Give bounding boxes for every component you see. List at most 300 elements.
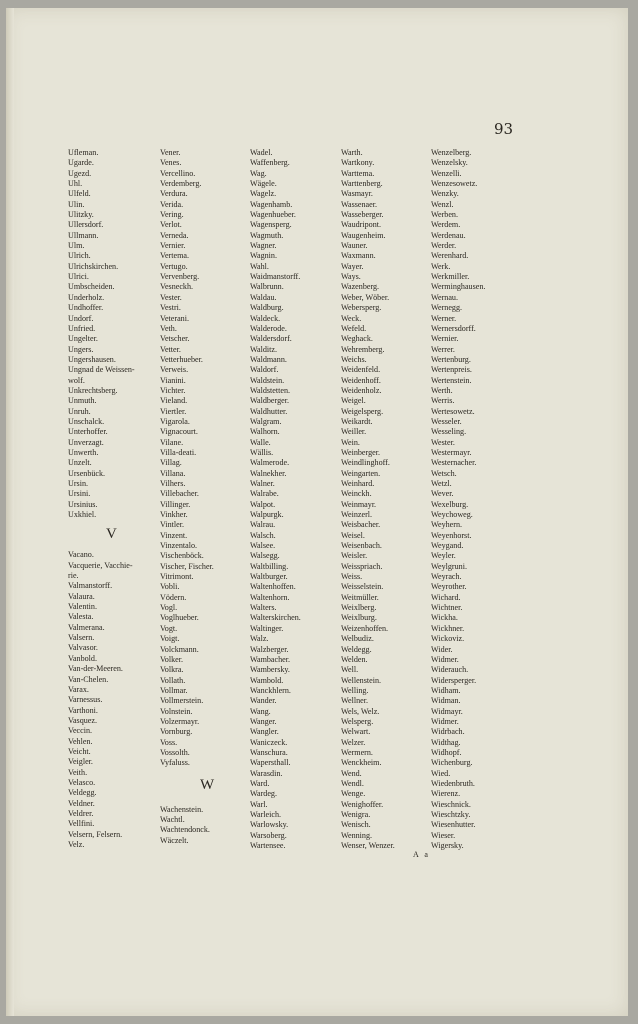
name-entry: Vianini.: [160, 375, 186, 385]
name-entry: Valsern.: [68, 633, 95, 643]
name-entry: Volker.: [160, 654, 184, 664]
name-entry: Ward.: [250, 778, 270, 788]
name-list-v2: [160, 148, 214, 769]
name-entry: Weisspriach.: [341, 561, 383, 571]
name-entry: Vesneckh.: [160, 282, 194, 292]
name-entry: Undorf.: [68, 313, 94, 323]
name-entry: Vitrimont.: [160, 572, 194, 582]
name-entry: Wadel.: [250, 148, 273, 157]
name-entry: Unfried.: [68, 323, 96, 333]
name-entry: Walz.: [250, 634, 269, 644]
name-entry: Waldberger.: [250, 396, 289, 406]
name-entry: Vollath.: [160, 675, 186, 685]
name-entry: Ulfeld.: [68, 189, 91, 199]
name-entry: Villana.: [160, 468, 186, 478]
name-entry: Waxmann.: [341, 251, 376, 261]
name-entry: Vering.: [160, 210, 184, 220]
name-entry: Ungers.: [68, 344, 94, 354]
name-entry: Wapersthall.: [250, 758, 291, 768]
name-entry: Walsch.: [250, 530, 276, 540]
name-entry: Volkra.: [160, 665, 184, 675]
name-entry: Ulrichskirchen.: [68, 261, 119, 271]
name-entry: Wickoviz.: [431, 634, 465, 644]
name-column-5: [431, 148, 485, 851]
name-entry: Wenighoffer.: [341, 799, 384, 809]
name-entry: Ulm.: [68, 241, 85, 251]
name-entry: Westernacher.: [431, 458, 477, 468]
name-entry: Wester.: [431, 437, 455, 447]
name-entry: Vertugo.: [160, 261, 188, 271]
name-entry: Vernier.: [160, 241, 186, 251]
name-entry: Walditz.: [250, 344, 277, 354]
name-entry: Vyfaluss.: [160, 758, 190, 768]
name-entry: Wachtendonck.: [160, 825, 210, 835]
name-entry: Werkmiller.: [431, 272, 470, 282]
name-entry: Veigler.: [68, 757, 93, 767]
name-entry: Waltenhoffen.: [250, 582, 296, 592]
name-entry: Weiller.: [341, 427, 367, 437]
name-entry: Veccin.: [68, 726, 93, 736]
name-entry: Walsegg.: [250, 551, 280, 561]
name-entry: Vinzent.: [160, 530, 188, 540]
name-entry: rie.: [68, 571, 79, 581]
name-entry: Villinger.: [160, 499, 191, 509]
name-entry: Wasmayr.: [341, 189, 373, 199]
name-entry: Wenzelli.: [431, 168, 462, 178]
name-entry: Weinhard.: [341, 479, 375, 488]
name-entry: Waldau.: [250, 292, 277, 302]
signature-mark: A a: [413, 850, 430, 859]
name-entry: Wichenburg.: [431, 758, 473, 768]
name-entry: Villebacher.: [160, 489, 199, 499]
name-entry: Weinberger.: [341, 447, 380, 457]
name-entry: Widthag.: [431, 737, 461, 747]
name-entry: Wefeld.: [341, 323, 367, 333]
name-entry: Wider.: [431, 644, 453, 654]
name-entry: Waltenhorn.: [250, 592, 290, 602]
name-entry: Waldstein.: [250, 375, 285, 385]
name-entry: Wardeg.: [250, 789, 277, 799]
name-entry: Waldburg.: [250, 303, 284, 313]
name-entry: Vobli.: [160, 582, 180, 592]
page-binding-shadow: [6, 8, 14, 1016]
name-entry: Walpot.: [250, 499, 276, 509]
name-entry: Verlot.: [160, 220, 182, 230]
name-entry: Waniczeck.: [250, 737, 288, 747]
name-entry: Veldegg.: [68, 788, 97, 798]
name-entry: Ways.: [341, 272, 361, 282]
name-entry: Widmer.: [431, 716, 459, 726]
name-entry: Verdura.: [160, 189, 188, 199]
name-entry: Vornburg.: [160, 727, 193, 737]
name-entry: Wartensee.: [250, 841, 286, 851]
name-entry: Waltburger.: [250, 572, 288, 582]
name-entry: Weyhern.: [431, 520, 463, 530]
name-entry: Wellner.: [341, 696, 368, 706]
name-entry: Walbrunn.: [250, 282, 284, 292]
name-entry: Wickha.: [431, 613, 458, 623]
name-entry: Ullersdorf.: [68, 220, 104, 230]
name-entry: Weisbacher.: [341, 520, 381, 530]
name-entry: Warl.: [250, 799, 268, 809]
name-entry: Weldegg.: [341, 644, 372, 654]
name-entry: Weidenfeld.: [341, 365, 381, 375]
name-entry: Velasco.: [68, 777, 96, 787]
name-entry: Widrbach.: [431, 727, 465, 737]
name-entry: Vetscher.: [160, 334, 190, 344]
name-entry: Van-Chelen.: [68, 674, 109, 684]
name-entry: Weisselstein.: [341, 582, 384, 592]
name-entry: Wenzelsky.: [431, 158, 468, 168]
name-entry: Vigarola.: [160, 416, 190, 426]
name-entry: Voss.: [160, 737, 178, 747]
name-entry: Weyler.: [431, 551, 456, 561]
name-entry: Werminghausen.: [431, 282, 486, 292]
name-entry: Vinzentalo.: [160, 541, 198, 551]
name-entry: Wägele.: [250, 179, 277, 189]
name-entry: Volzermayr.: [160, 716, 200, 726]
name-entry: Wigersky.: [431, 841, 464, 851]
name-entry: Voigt.: [160, 634, 180, 644]
name-entry: Velsern, Felsern.: [68, 829, 123, 839]
name-entry: Wenning.: [341, 830, 373, 840]
name-entry: Werk.: [431, 261, 451, 271]
name-entry: Weixlberg.: [341, 603, 377, 613]
name-list-w: [160, 805, 214, 846]
name-entry: Weitmüller.: [341, 592, 379, 602]
name-entry: Ungelter.: [68, 334, 98, 344]
name-column-2: [160, 148, 214, 846]
name-entry: Vertema.: [160, 251, 189, 261]
name-entry: Unruh.: [68, 406, 91, 416]
name-entry: Vacquerie, Vacchie-: [68, 560, 133, 570]
name-entry: Vanbold.: [68, 653, 97, 663]
name-list-we: [341, 148, 395, 851]
name-entry: Werdem.: [431, 220, 461, 230]
name-entry: Wernegg.: [431, 303, 463, 313]
name-entry: Vintler.: [160, 520, 185, 530]
name-entry: Wangler.: [250, 727, 279, 737]
name-entry: Westermayr.: [431, 447, 472, 457]
name-entry: Weinzerl.: [341, 510, 373, 520]
name-entry: Wenzelberg.: [431, 148, 472, 157]
name-entry: Unwerth.: [68, 447, 99, 457]
name-entry: Wenser, Wenzer.: [341, 841, 395, 851]
name-entry: Wied.: [431, 768, 451, 778]
name-entry: Werben.: [431, 210, 458, 220]
name-entry: Walnekher.: [250, 468, 287, 478]
name-entry: Ulin.: [68, 199, 85, 209]
name-entry: Wassenaer.: [341, 199, 377, 209]
name-entry: Wichtner.: [431, 603, 463, 613]
name-entry: Wagnin.: [250, 251, 277, 261]
name-entry: Vacano.: [68, 550, 94, 560]
name-entry: Ursenbück.: [68, 468, 106, 478]
name-list-wa: [250, 148, 301, 851]
name-entry: Wanschura.: [250, 747, 288, 757]
name-entry: Vichter.: [160, 385, 186, 395]
name-entry: Walsee.: [250, 541, 276, 551]
name-entry: Widmer.: [431, 654, 459, 664]
name-entry: Weyrother.: [431, 582, 467, 592]
name-entry: Vogl.: [160, 603, 178, 613]
name-entry: Wiedenbruth.: [431, 778, 475, 788]
name-entry: Wenckheim.: [341, 758, 382, 768]
name-entry: Vinkher.: [160, 510, 188, 520]
name-entry: Wang.: [250, 706, 271, 716]
name-entry: Werenhard.: [431, 251, 469, 261]
name-entry: Weidenhoff.: [341, 375, 381, 385]
name-entry: Vilane.: [160, 437, 184, 447]
name-entry: Ugarde.: [68, 158, 94, 168]
name-entry: Wexelburg.: [431, 499, 469, 509]
name-entry: Wierenz.: [431, 789, 461, 799]
name-entry: Villag.: [160, 458, 182, 468]
name-entry: Wenisch.: [341, 820, 371, 830]
name-entry: Warttema.: [341, 168, 375, 178]
name-entry: Weinckh.: [341, 489, 372, 499]
name-list-u: [68, 148, 135, 520]
name-entry: Ulitzky.: [68, 210, 94, 220]
name-entry: Wetsch.: [431, 468, 457, 478]
name-entry: Waldeck.: [250, 313, 281, 323]
name-entry: Vasquez.: [68, 715, 97, 725]
name-entry: Ursin.: [68, 479, 89, 488]
name-entry: Wayer.: [341, 261, 364, 271]
name-entry: Vogt.: [160, 623, 178, 633]
name-entry: Welwart.: [341, 727, 371, 737]
name-entry: Walhorn.: [250, 427, 280, 437]
name-entry: Webersperg.: [341, 303, 382, 313]
name-entry: Verneda.: [160, 230, 189, 240]
name-entry: Welden.: [341, 654, 368, 664]
name-entry: Varax.: [68, 684, 89, 694]
name-entry: Valmanstorff.: [68, 581, 113, 591]
name-entry: Werth.: [431, 385, 453, 395]
name-entry: Wickhner.: [431, 623, 465, 633]
book-page: [6, 8, 628, 1016]
name-entry: Verdemberg.: [160, 179, 202, 189]
name-entry: Widerauch.: [431, 665, 469, 675]
name-entry: Valvasor.: [68, 643, 98, 653]
name-entry: Waltbilling.: [250, 561, 289, 571]
name-entry: Weichs.: [341, 354, 367, 364]
name-entry: Werrer.: [431, 344, 455, 354]
name-entry: Vödern.: [160, 592, 187, 602]
name-entry: Walzberger.: [250, 644, 289, 654]
name-entry: Vollmar.: [160, 685, 188, 695]
name-entry: Volnstein.: [160, 706, 193, 716]
name-entry: Waidmanstorff.: [250, 272, 301, 282]
name-entry: Wällis.: [250, 447, 274, 457]
name-entry: Wertenstein.: [431, 375, 472, 385]
name-entry: Ursini.: [68, 489, 91, 499]
name-entry: Weidenholz.: [341, 385, 382, 395]
name-entry: Umbscheiden.: [68, 282, 115, 292]
name-entry: Wieschtzky.: [431, 810, 471, 819]
name-entry: Wertesowetz.: [431, 406, 475, 416]
name-list-v: [68, 550, 135, 850]
name-entry: Weygand.: [431, 541, 464, 551]
name-entry: Vehlen.: [68, 736, 93, 746]
name-entry: Weisenbach.: [341, 541, 382, 551]
name-entry: Welling.: [341, 685, 369, 695]
name-entry: Veith.: [68, 767, 88, 777]
name-entry: Villa-deati.: [160, 447, 197, 457]
name-entry: Weychoweg.: [431, 510, 473, 520]
name-entry: Walderode.: [250, 323, 287, 333]
name-list-wi: [431, 148, 485, 851]
name-entry: Weizenhoffen.: [341, 623, 389, 633]
name-entry: Wesseler.: [431, 416, 462, 426]
name-entry: Weigel.: [341, 396, 366, 406]
name-entry: Weigelsperg.: [341, 406, 384, 416]
name-entry: Wachtl.: [160, 814, 185, 824]
name-entry: Wäczelt.: [160, 835, 189, 845]
name-entry: Varthoni.: [68, 705, 98, 715]
name-entry: Walrabe.: [250, 489, 279, 499]
name-entry: Viertler.: [160, 406, 187, 416]
name-entry: Ungershausen.: [68, 354, 116, 364]
name-entry: Wernier.: [431, 334, 459, 344]
name-entry: Wambacher.: [250, 654, 291, 664]
name-entry: Weylgruni.: [431, 561, 467, 571]
name-entry: Wazenberg.: [341, 282, 380, 292]
name-entry: Weingarten.: [341, 468, 381, 478]
name-entry: Vercellino.: [160, 168, 196, 178]
name-entry: Wernersdorff.: [431, 323, 476, 333]
name-entry: Wagenhamb.: [250, 199, 293, 209]
name-entry: Unzelt.: [68, 458, 92, 468]
name-entry: Wander.: [250, 696, 277, 706]
name-entry: Vester.: [160, 292, 182, 302]
name-entry: Weiss.: [341, 572, 363, 582]
name-entry: Waltinger.: [250, 623, 284, 633]
name-entry: Wagmuth.: [250, 230, 284, 240]
name-entry: Ulrich.: [68, 251, 91, 261]
name-entry: Vervenberg.: [160, 272, 200, 282]
name-entry: Welzer.: [341, 737, 366, 747]
name-entry: Wagenhueber.: [250, 210, 296, 220]
name-entry: Valesta.: [68, 612, 94, 622]
name-entry: Walterskirchen.: [250, 613, 301, 623]
name-entry: Widham.: [431, 685, 461, 695]
name-entry: Warsoberg.: [250, 830, 287, 840]
name-entry: Wenge.: [341, 789, 366, 799]
name-entry: Wambold.: [250, 675, 284, 685]
page-number: 93: [494, 120, 514, 138]
name-entry: Weixlburg.: [341, 613, 377, 623]
name-entry: Wermern.: [341, 747, 373, 757]
name-entry: Valentin.: [68, 602, 97, 612]
section-letter-v: V: [106, 526, 117, 543]
name-entry: Varnessus.: [68, 695, 103, 705]
name-entry: Wasseberger.: [341, 210, 384, 220]
name-entry: Waldorf.: [250, 365, 279, 375]
name-entry: Verweis.: [160, 365, 189, 375]
name-entry: Werris.: [431, 396, 455, 406]
name-entry: Vollmerstein.: [160, 696, 204, 706]
name-entry: Ullmann.: [68, 230, 99, 240]
name-entry: Werdenau.: [431, 230, 466, 240]
name-entry: Waldmann.: [250, 354, 287, 364]
name-entry: Warth.: [341, 148, 363, 157]
name-entry: Walgram.: [250, 416, 282, 426]
name-entry: Waudripont.: [341, 220, 382, 230]
name-entry: Ufleman.: [68, 148, 99, 157]
name-entry: Vischer, Fischer.: [160, 561, 214, 571]
name-entry: Wambersky.: [250, 665, 290, 675]
name-entry: Wichard.: [431, 592, 461, 602]
name-entry: Wachenstein.: [160, 804, 204, 814]
name-entry: Uhl.: [68, 179, 83, 189]
name-entry: Wagelz.: [250, 189, 277, 199]
name-entry: Vieland.: [160, 396, 188, 406]
name-entry: Unschalck.: [68, 416, 105, 426]
name-entry: Wendl.: [341, 778, 364, 788]
name-entry: Widman.: [431, 696, 461, 706]
name-entry: Veldrer.: [68, 808, 94, 818]
name-entry: Walner.: [250, 479, 275, 488]
name-entry: Waugenheim.: [341, 230, 386, 240]
name-entry: Wend.: [341, 768, 362, 778]
name-entry: Unverzagt.: [68, 437, 104, 447]
name-entry: Vischenböck.: [160, 551, 204, 561]
name-entry: Ugezd.: [68, 168, 92, 178]
name-entry: Vetter.: [160, 344, 181, 354]
name-entry: Ungnad de Weissen-: [68, 365, 135, 375]
name-entry: Vetterhueber.: [160, 354, 203, 364]
name-entry: Vignacourt.: [160, 427, 198, 437]
name-entry: Wagensperg.: [250, 220, 292, 230]
name-entry: Werner.: [431, 313, 457, 323]
name-entry: Wahl.: [250, 261, 269, 271]
name-column-1: [68, 148, 135, 850]
name-entry: Walrau.: [250, 520, 276, 530]
name-entry: Weyenhorst.: [431, 530, 472, 540]
name-entry: Veth.: [160, 323, 177, 333]
name-entry: Wanger.: [250, 716, 277, 726]
name-entry: Walle.: [250, 437, 271, 447]
name-entry: Wertenburg.: [431, 354, 471, 364]
name-entry: Volckmann.: [160, 644, 199, 654]
name-entry: Welsperg.: [341, 716, 374, 726]
section-letter-w: W: [200, 776, 215, 793]
name-entry: Wenigra.: [341, 810, 371, 819]
name-entry: Weindlinghoff.: [341, 458, 390, 468]
name-entry: wolf.: [68, 375, 85, 385]
name-entry: Wever.: [431, 489, 454, 499]
name-entry: Wellenstein.: [341, 675, 382, 685]
name-entry: Verida.: [160, 199, 184, 209]
name-entry: Vilhers.: [160, 479, 186, 488]
name-entry: Wagner.: [250, 241, 277, 251]
name-entry: Weyrach.: [431, 572, 462, 582]
name-entry: Venes.: [160, 158, 182, 168]
name-entry: Warasdin.: [250, 768, 283, 778]
name-entry: Wieschnick.: [431, 799, 471, 809]
name-entry: Weisel.: [341, 530, 365, 540]
name-entry: Velz.: [68, 840, 85, 849]
name-entry: Underholz.: [68, 292, 105, 302]
name-entry: Wertenpreis.: [431, 365, 472, 375]
name-entry: Ursinius.: [68, 499, 98, 509]
name-entry: Weghack.: [341, 334, 373, 344]
name-entry: Walters.: [250, 603, 277, 613]
name-entry: Ulrici.: [68, 272, 89, 282]
name-entry: Warleich.: [250, 810, 282, 819]
name-entry: Weber, Wöber.: [341, 292, 390, 302]
